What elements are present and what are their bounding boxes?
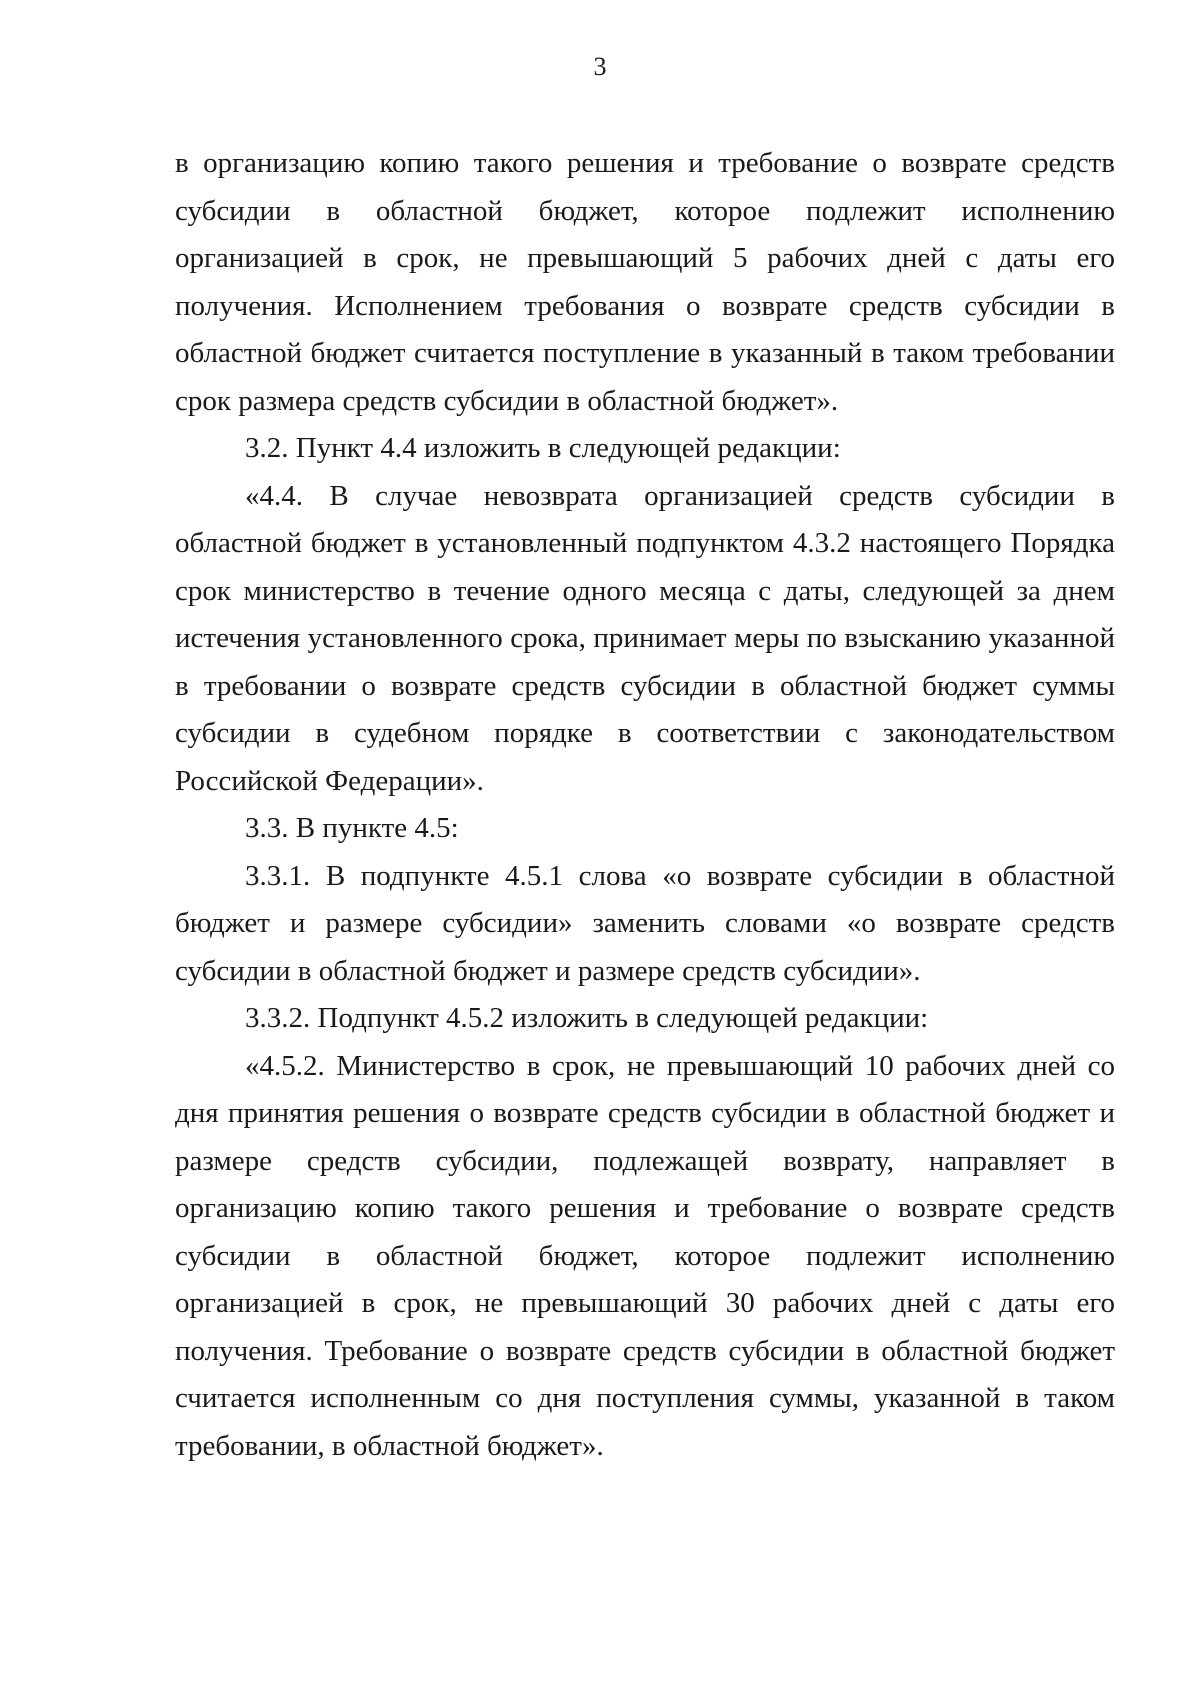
paragraph-continuation: в организацию копию такого решения и требование о возврате средств субсидии в областной бюджет, которое подлежит исполнению организацией в срок, не превышающий 5 рабочих дней с даты его получения. Исполнением требования о возврате средств субсидии в областной бюджет считается поступление в указанный в таком требовании срок размера средств субсидии в областной бюджет». [175, 147, 1115, 417]
paragraph-3-3-heading: 3.3. В пункте 4.5: [245, 812, 459, 844]
paragraph-3-3-1-text: 3.3.1. В подпункте 4.5.1 слова «о возврате субсидии в областной бюджет и размере субсидии» заменить словами «о возврате средств субсидии в областной бюджет и размере средств субсидии». [175, 859, 1115, 987]
document-body [175, 140, 1115, 1470]
paragraph-3-3-2-heading: 3.3.2. Подпункт 4.5.2 изложить в следующей редакции: [245, 1002, 929, 1034]
paragraph-4-5-2-text: «4.5.2. Министерство в срок, не превышающий 10 рабочих дней со дня принятия решения о возврате средств субсидии в областной бюджет и размере средств субсидии, подлежащей возврату, направляет в организацию копию такого решения и требование о возврате средств субсидии в областной бюджет, которое подлежит исполнению организацией в срок, не превышающий 30 рабочих дней с даты его получения. Требование о возврате средств субсидии в областной бюджет считается исполненным со дня поступления суммы, указанной в таком требовании, в областной бюджет». [175, 1049, 1115, 1462]
page-number: 3 [593, 52, 607, 81]
paragraph-4-4-text: «4.4. В случае невозврата организацией средств субсидии в областной бюджет в установленный подпунктом 4.3.2 настоящего Порядка срок министерство в течение одного месяца с даты, следующей за днем истечения установленного срока, принимает меры по взысканию указанной в требовании о возврате средств субсидии в областной бюджет суммы субсидии в судебном порядке в соответствии с законодательством Российской Федерации». [175, 479, 1115, 797]
paragraph-3-2-heading: 3.2. Пункт 4.4 изложить в следующей редакции: [245, 432, 841, 464]
